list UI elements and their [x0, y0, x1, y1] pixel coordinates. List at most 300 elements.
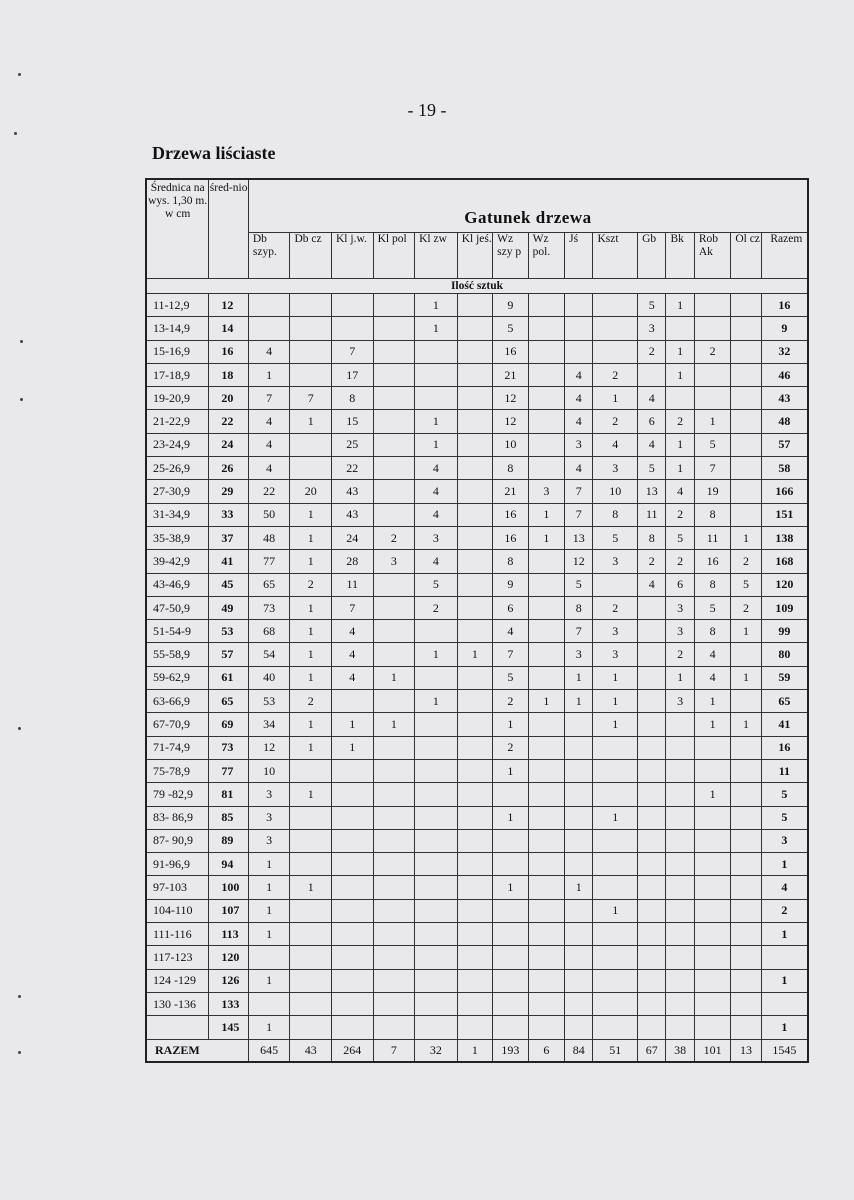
- count-cell: [332, 946, 374, 969]
- table-row: [146, 643, 808, 666]
- count-cell: [565, 992, 593, 1015]
- header-unit: Ilość sztuk: [146, 279, 808, 294]
- count-cell: [415, 829, 458, 852]
- count-cell: [528, 946, 564, 969]
- summary-cell: 1: [457, 1039, 492, 1062]
- count-cell: 4: [666, 480, 694, 503]
- diameter-range-cell: 79 -82,9: [146, 783, 209, 806]
- count-cell: 43: [332, 503, 374, 526]
- count-cell: [248, 992, 290, 1015]
- count-cell: 1: [593, 690, 638, 713]
- count-cell: [565, 946, 593, 969]
- count-cell: 1: [694, 783, 730, 806]
- count-cell: 1: [290, 666, 332, 689]
- count-cell: 7: [565, 620, 593, 643]
- count-cell: [731, 853, 761, 876]
- count-cell: 10: [593, 480, 638, 503]
- count-cell: [666, 969, 694, 992]
- count-cell: [666, 759, 694, 782]
- count-cell: 17: [332, 363, 374, 386]
- scan-mark: [20, 398, 23, 401]
- count-cell: 1: [666, 363, 694, 386]
- average-diameter-cell: 73: [209, 736, 249, 759]
- count-cell: [593, 573, 638, 596]
- count-cell: [638, 806, 666, 829]
- table-row: [146, 457, 808, 480]
- average-diameter-cell: 120: [209, 946, 249, 969]
- count-cell: [528, 666, 564, 689]
- count-cell: [731, 340, 761, 363]
- summary-cell: 7: [373, 1039, 415, 1062]
- count-cell: 6: [666, 573, 694, 596]
- count-cell: [593, 783, 638, 806]
- count-cell: [290, 317, 332, 340]
- count-cell: 8: [593, 503, 638, 526]
- count-cell: [332, 829, 374, 852]
- count-cell: 15: [332, 410, 374, 433]
- count-cell: [528, 433, 564, 456]
- count-cell: 7: [332, 340, 374, 363]
- count-cell: [457, 433, 492, 456]
- count-cell: [666, 806, 694, 829]
- count-cell: [415, 620, 458, 643]
- count-cell: 1: [593, 806, 638, 829]
- count-cell: 1: [666, 294, 694, 317]
- count-cell: [457, 806, 492, 829]
- diameter-range-cell: 117-123: [146, 946, 209, 969]
- count-cell: 1: [290, 736, 332, 759]
- species-header-cell: Db cz: [290, 233, 332, 279]
- count-cell: [731, 759, 761, 782]
- count-cell: 4: [565, 363, 593, 386]
- count-cell: 21: [493, 363, 528, 386]
- species-header-cell: Wz szy p: [493, 233, 528, 279]
- count-cell: [565, 899, 593, 922]
- count-cell: [290, 946, 332, 969]
- count-cell: [528, 923, 564, 946]
- count-cell: [731, 690, 761, 713]
- count-cell: 65: [248, 573, 290, 596]
- count-cell: 1: [593, 899, 638, 922]
- row-total-cell: 43: [761, 387, 808, 410]
- diameter-range-cell: 59-62,9: [146, 666, 209, 689]
- count-cell: [493, 992, 528, 1015]
- count-cell: [290, 1016, 332, 1039]
- count-cell: [565, 783, 593, 806]
- count-cell: 9: [493, 294, 528, 317]
- table-row: [146, 433, 808, 456]
- count-cell: 1: [493, 806, 528, 829]
- count-cell: [731, 806, 761, 829]
- average-diameter-cell: 41: [209, 550, 249, 573]
- count-cell: 11: [638, 503, 666, 526]
- species-header-cell: Gb: [638, 233, 666, 279]
- count-cell: 8: [493, 550, 528, 573]
- count-cell: 2: [666, 410, 694, 433]
- count-cell: 6: [638, 410, 666, 433]
- count-cell: 22: [248, 480, 290, 503]
- row-total-cell: 57: [761, 433, 808, 456]
- average-diameter-cell: 24: [209, 433, 249, 456]
- count-cell: [638, 992, 666, 1015]
- count-cell: [457, 923, 492, 946]
- count-cell: 2: [638, 550, 666, 573]
- count-cell: 4: [565, 410, 593, 433]
- row-total-cell: 151: [761, 503, 808, 526]
- count-cell: [565, 713, 593, 736]
- species-header-cell: Razem: [761, 233, 808, 279]
- count-cell: [666, 713, 694, 736]
- scan-mark: [18, 1051, 21, 1054]
- count-cell: [528, 876, 564, 899]
- table-body: [146, 294, 808, 1063]
- count-cell: 2: [290, 690, 332, 713]
- count-cell: [457, 853, 492, 876]
- count-cell: 1: [565, 666, 593, 689]
- species-header-cell: Kl j.w.: [332, 233, 374, 279]
- count-cell: [638, 829, 666, 852]
- count-cell: 1: [290, 550, 332, 573]
- count-cell: [638, 946, 666, 969]
- count-cell: 5: [593, 526, 638, 549]
- count-cell: [694, 923, 730, 946]
- count-cell: [332, 899, 374, 922]
- count-cell: 6: [493, 596, 528, 619]
- count-cell: [373, 992, 415, 1015]
- diameter-range-cell: 51-54-9: [146, 620, 209, 643]
- count-cell: 5: [638, 457, 666, 480]
- count-cell: [694, 363, 730, 386]
- row-total-cell: 9: [761, 317, 808, 340]
- count-cell: [694, 992, 730, 1015]
- count-cell: [638, 853, 666, 876]
- count-cell: [373, 363, 415, 386]
- count-cell: 2: [415, 596, 458, 619]
- scan-mark: [18, 995, 21, 998]
- count-cell: 4: [332, 620, 374, 643]
- count-cell: [457, 410, 492, 433]
- count-cell: 1: [415, 690, 458, 713]
- average-diameter-cell: 14: [209, 317, 249, 340]
- count-cell: 3: [248, 806, 290, 829]
- average-diameter-cell: 126: [209, 969, 249, 992]
- count-cell: [457, 690, 492, 713]
- diameter-range-cell: 83- 86,9: [146, 806, 209, 829]
- count-cell: 5: [493, 317, 528, 340]
- count-cell: [415, 992, 458, 1015]
- count-cell: 1: [666, 340, 694, 363]
- table-row: [146, 526, 808, 549]
- count-cell: [332, 876, 374, 899]
- scan-mark: [14, 132, 17, 135]
- average-diameter-cell: 26: [209, 457, 249, 480]
- count-cell: [415, 946, 458, 969]
- count-cell: 2: [694, 340, 730, 363]
- scan-mark: [20, 340, 23, 343]
- count-cell: 10: [248, 759, 290, 782]
- row-total-cell: 1: [761, 1016, 808, 1039]
- count-cell: [290, 923, 332, 946]
- count-cell: 1: [415, 410, 458, 433]
- count-cell: 1: [373, 666, 415, 689]
- count-cell: 3: [248, 829, 290, 852]
- row-total-cell: 32: [761, 340, 808, 363]
- diameter-range-cell: 43-46,9: [146, 573, 209, 596]
- count-cell: [457, 992, 492, 1015]
- row-total-cell: 2: [761, 899, 808, 922]
- count-cell: [415, 969, 458, 992]
- count-cell: [415, 666, 458, 689]
- count-cell: 1: [332, 736, 374, 759]
- count-cell: [457, 317, 492, 340]
- count-cell: 12: [565, 550, 593, 573]
- count-cell: 9: [493, 573, 528, 596]
- count-cell: 3: [593, 620, 638, 643]
- count-cell: 1: [593, 713, 638, 736]
- count-cell: 21: [493, 480, 528, 503]
- table-row: [146, 783, 808, 806]
- average-diameter-cell: 16: [209, 340, 249, 363]
- table-row: [146, 829, 808, 852]
- count-cell: 4: [248, 410, 290, 433]
- count-cell: [332, 992, 374, 1015]
- grand-total-cell: 1545: [761, 1039, 808, 1062]
- table-row: [146, 503, 808, 526]
- count-cell: [373, 1016, 415, 1039]
- row-total-cell: 99: [761, 620, 808, 643]
- count-cell: [528, 783, 564, 806]
- count-cell: 1: [694, 713, 730, 736]
- row-total-cell: 58: [761, 457, 808, 480]
- count-cell: 2: [373, 526, 415, 549]
- species-header-cell: Ol cz: [731, 233, 761, 279]
- count-cell: [528, 317, 564, 340]
- count-cell: 5: [415, 573, 458, 596]
- count-cell: [373, 690, 415, 713]
- count-cell: [415, 387, 458, 410]
- scan-mark: [18, 73, 21, 76]
- row-total-cell: [761, 992, 808, 1015]
- count-cell: 28: [332, 550, 374, 573]
- row-total-cell: [761, 946, 808, 969]
- average-diameter-cell: 12: [209, 294, 249, 317]
- summary-cell: 38: [666, 1039, 694, 1062]
- count-cell: [332, 806, 374, 829]
- table-row: [146, 713, 808, 736]
- count-cell: [415, 363, 458, 386]
- count-cell: [373, 596, 415, 619]
- average-diameter-cell: 94: [209, 853, 249, 876]
- count-cell: 1: [731, 713, 761, 736]
- count-cell: [731, 736, 761, 759]
- count-cell: 7: [332, 596, 374, 619]
- count-cell: [457, 526, 492, 549]
- count-cell: [493, 946, 528, 969]
- diameter-range-cell: 111-116: [146, 923, 209, 946]
- average-diameter-cell: 33: [209, 503, 249, 526]
- summary-cell: 32: [415, 1039, 458, 1062]
- count-cell: [457, 899, 492, 922]
- count-cell: [593, 317, 638, 340]
- average-diameter-cell: 22: [209, 410, 249, 433]
- count-cell: [373, 736, 415, 759]
- count-cell: [593, 992, 638, 1015]
- count-cell: 3: [528, 480, 564, 503]
- count-cell: 19: [694, 480, 730, 503]
- count-cell: 12: [493, 410, 528, 433]
- count-cell: [457, 503, 492, 526]
- count-cell: [457, 457, 492, 480]
- count-cell: 8: [638, 526, 666, 549]
- count-cell: [332, 969, 374, 992]
- count-cell: 2: [493, 690, 528, 713]
- header-species-group: Gatunek drzewa: [248, 179, 808, 233]
- count-cell: [666, 387, 694, 410]
- count-cell: [638, 690, 666, 713]
- average-diameter-cell: 145: [209, 1016, 249, 1039]
- row-total-cell: 46: [761, 363, 808, 386]
- count-cell: 11: [694, 526, 730, 549]
- count-cell: [332, 783, 374, 806]
- count-cell: [373, 923, 415, 946]
- count-cell: [457, 596, 492, 619]
- table-row: [146, 410, 808, 433]
- diameter-range-cell: 91-96,9: [146, 853, 209, 876]
- count-cell: [332, 1016, 374, 1039]
- count-cell: [528, 340, 564, 363]
- diameter-range-cell: 97-103: [146, 876, 209, 899]
- species-header-cell: Kl zw: [415, 233, 458, 279]
- row-total-cell: 41: [761, 713, 808, 736]
- diameter-range-cell: 31-34,9: [146, 503, 209, 526]
- count-cell: 1: [248, 899, 290, 922]
- count-cell: [528, 736, 564, 759]
- count-cell: [373, 480, 415, 503]
- count-cell: 2: [593, 410, 638, 433]
- count-cell: [565, 853, 593, 876]
- row-total-cell: 1: [761, 969, 808, 992]
- count-cell: [666, 876, 694, 899]
- count-cell: [731, 946, 761, 969]
- count-cell: [373, 643, 415, 666]
- row-total-cell: 59: [761, 666, 808, 689]
- count-cell: [528, 387, 564, 410]
- count-cell: 13: [638, 480, 666, 503]
- count-cell: 4: [694, 666, 730, 689]
- count-cell: [565, 340, 593, 363]
- count-cell: [666, 946, 694, 969]
- count-cell: 4: [565, 457, 593, 480]
- count-cell: [565, 923, 593, 946]
- count-cell: [457, 573, 492, 596]
- table-row: [146, 387, 808, 410]
- count-cell: [694, 969, 730, 992]
- count-cell: [694, 317, 730, 340]
- table-row: [146, 806, 808, 829]
- count-cell: [493, 829, 528, 852]
- count-cell: [694, 899, 730, 922]
- count-cell: 4: [565, 387, 593, 410]
- row-total-cell: 1: [761, 853, 808, 876]
- count-cell: [415, 759, 458, 782]
- average-diameter-cell: 45: [209, 573, 249, 596]
- count-cell: [565, 1016, 593, 1039]
- count-cell: [373, 620, 415, 643]
- count-cell: [290, 829, 332, 852]
- row-total-cell: 3: [761, 829, 808, 852]
- summary-label: RAZEM: [146, 1039, 248, 1062]
- count-cell: [415, 876, 458, 899]
- count-cell: [666, 992, 694, 1015]
- count-cell: [373, 387, 415, 410]
- count-cell: [694, 853, 730, 876]
- row-total-cell: 1: [761, 923, 808, 946]
- count-cell: [290, 992, 332, 1015]
- count-cell: 4: [493, 620, 528, 643]
- summary-cell: 101: [694, 1039, 730, 1062]
- count-cell: [638, 783, 666, 806]
- table-row: [146, 923, 808, 946]
- count-cell: [731, 829, 761, 852]
- count-cell: [593, 876, 638, 899]
- average-diameter-cell: 57: [209, 643, 249, 666]
- count-cell: 24: [332, 526, 374, 549]
- count-cell: [290, 457, 332, 480]
- count-cell: 1: [415, 317, 458, 340]
- summary-cell: 6: [528, 1039, 564, 1062]
- count-cell: [638, 363, 666, 386]
- count-cell: [731, 433, 761, 456]
- table-row: [146, 550, 808, 573]
- count-cell: [638, 643, 666, 666]
- count-cell: [666, 829, 694, 852]
- species-header-cell: Wz pol.: [528, 233, 564, 279]
- count-cell: 5: [493, 666, 528, 689]
- count-cell: [694, 1016, 730, 1039]
- count-cell: [290, 363, 332, 386]
- count-cell: [731, 643, 761, 666]
- count-cell: [415, 899, 458, 922]
- count-cell: [731, 387, 761, 410]
- count-cell: [457, 876, 492, 899]
- count-cell: 53: [248, 690, 290, 713]
- summary-cell: 51: [593, 1039, 638, 1062]
- count-cell: [415, 1016, 458, 1039]
- count-cell: 1: [666, 666, 694, 689]
- count-cell: 1: [457, 643, 492, 666]
- count-cell: 1: [493, 759, 528, 782]
- count-cell: 5: [731, 573, 761, 596]
- count-cell: [457, 363, 492, 386]
- count-cell: 1: [694, 690, 730, 713]
- count-cell: [565, 759, 593, 782]
- count-cell: 1: [290, 503, 332, 526]
- count-cell: 8: [493, 457, 528, 480]
- count-cell: [493, 783, 528, 806]
- count-cell: [528, 643, 564, 666]
- count-cell: 1: [528, 526, 564, 549]
- table-row: [146, 1016, 808, 1039]
- average-diameter-cell: 53: [209, 620, 249, 643]
- count-cell: [373, 759, 415, 782]
- count-cell: [457, 736, 492, 759]
- count-cell: 16: [493, 340, 528, 363]
- average-diameter-cell: 107: [209, 899, 249, 922]
- count-cell: 13: [565, 526, 593, 549]
- count-cell: 3: [593, 550, 638, 573]
- count-cell: [415, 713, 458, 736]
- summary-cell: 43: [290, 1039, 332, 1062]
